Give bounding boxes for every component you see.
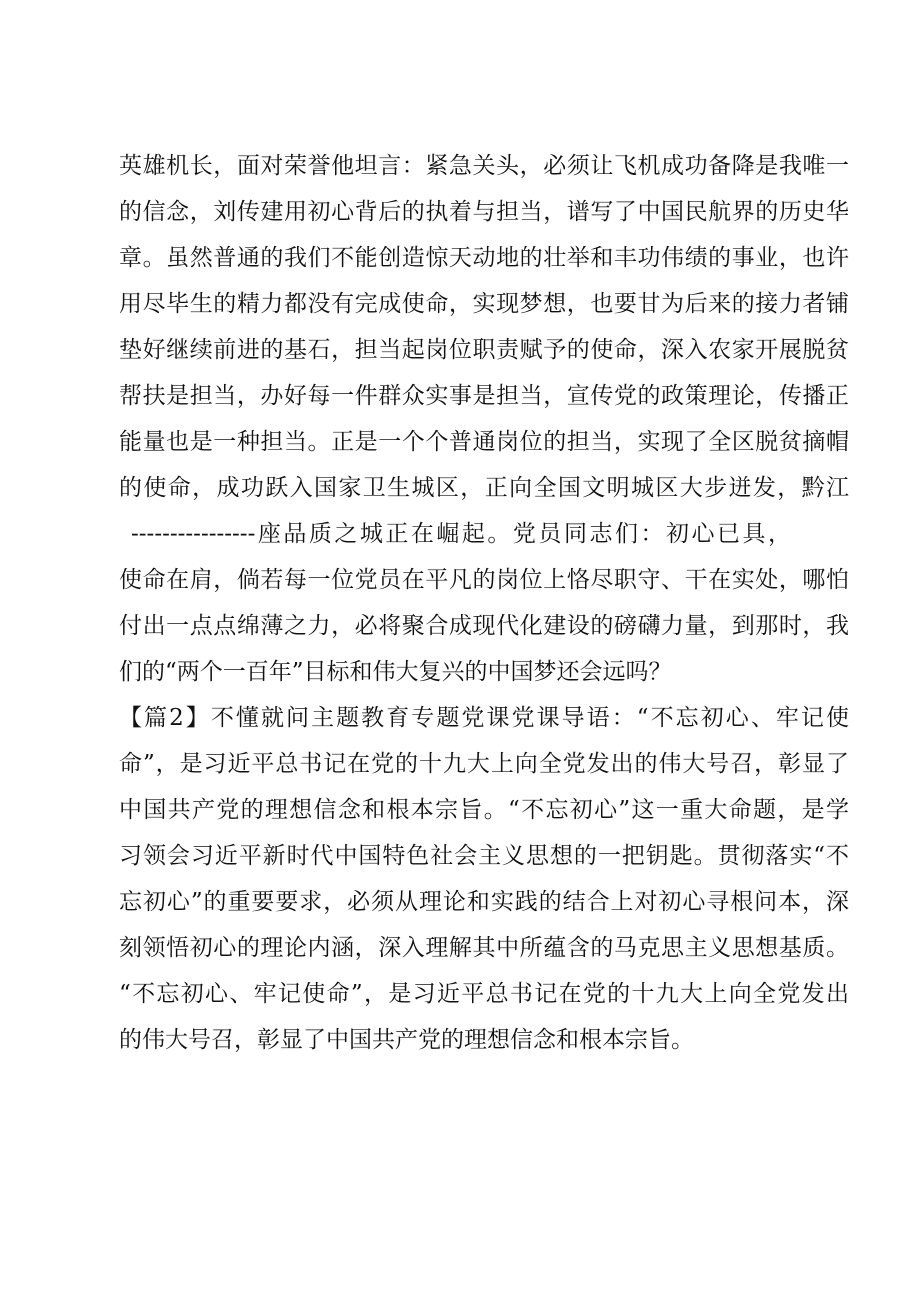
section-heading-line: 【篇2】不懂就问主题教育专题党课党课导语：“不忘初心、牢记使 <box>119 705 849 731</box>
text-line-2: 的信念，刘传建用初心背后的执着与担当，谱写了中国民航界的历史华 <box>119 199 849 225</box>
text-line-12: 们的“两个一百年”目标和伟大复兴的中国梦还会远吗？ <box>119 659 672 685</box>
text-line-4: 用尽毕生的精力都没有完成使命，实现梦想，也要甘为后来的接力者铺 <box>119 291 849 317</box>
text-line-3: 章。虽然普通的我们不能创造惊天动地的壮举和丰功伟绩的事业，也许 <box>119 245 849 271</box>
text-line-17: 忘初心”的重要要求，必须从理论和实践的结合上对初心寻根问本，深 <box>119 889 849 915</box>
text-line-16: 习领会习近平新时代中国特色社会主义思想的一把钥匙。贯彻落实“不 <box>119 843 849 869</box>
text-line-6: 帮扶是担当，办好每一件群众实事是担当，宣传党的政策理论，传播正 <box>119 383 849 409</box>
text-line-20: 的伟大号召，彰显了中国共产党的理想信念和根本宗旨。 <box>119 1027 694 1053</box>
text-line-15: 中国共产党的理想信念和根本宗旨。“不忘初心”这一重大命题，是学 <box>119 797 849 823</box>
text-line-9: ----------------座品质之城正在崛起。党员同志们：初心已具， <box>131 521 791 547</box>
text-line-5: 垫好继续前进的基石，担当起岗位职责赋予的使命，深入农家开展脱贫 <box>119 337 849 363</box>
text-line-1: 英雄机长，面对荣誉他坦言：紧急关头，必须让飞机成功备降是我唯一 <box>119 153 849 179</box>
text-line-10: 使命在肩，倘若每一位党员在平凡的岗位上恪尽职守、干在实处，哪怕 <box>119 567 849 593</box>
text-line-14: 命”，是习近平总书记在党的十九大上向全党发出的伟大号召，彰显了 <box>119 751 849 777</box>
text-line-11: 付出一点点绵薄之力，必将聚合成现代化建设的磅礴力量，到那时，我 <box>119 613 849 639</box>
text-line-18: 刻领悟初心的理论内涵，深入理解其中所蕴含的马克思主义思想基质。 <box>119 935 849 961</box>
text-line-19: “不忘初心、牢记使命”，是习近平总书记在党的十九大上向全党发出 <box>119 981 849 1007</box>
text-line-7: 能量也是一种担当。正是一个个普通岗位的担当，实现了全区脱贫摘帽 <box>119 429 849 455</box>
text-line-8: 的使命，成功跃入国家卫生城区，正向全国文明城区大步迸发，黔江 <box>119 475 849 501</box>
